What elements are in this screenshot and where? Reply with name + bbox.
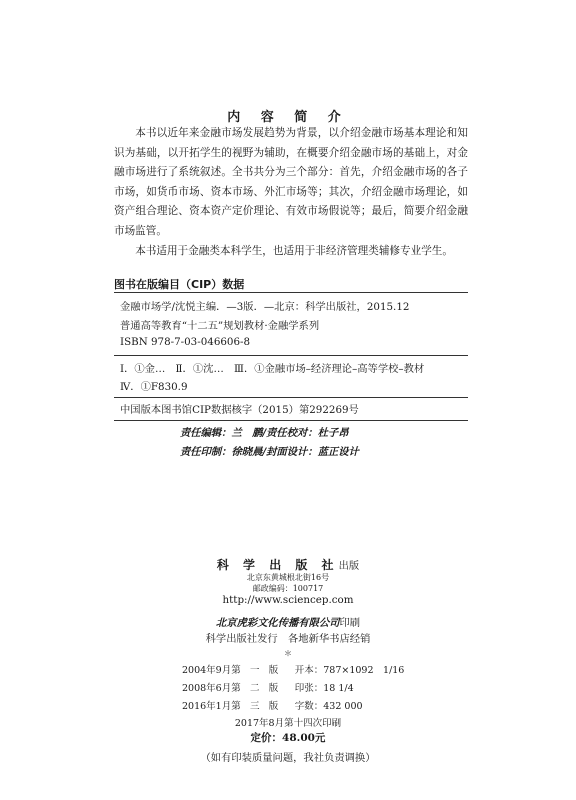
cip-isbn: ISBN 978-7-03-046606-8 [120, 336, 251, 348]
intro-title: 内 容 简 介 [227, 110, 349, 125]
cip-classification: Ⅰ．①金… Ⅱ．①沈… Ⅲ．①金融市场–经济理论–高等学校–教材 [120, 363, 425, 375]
distribution-line: 科学出版社发行 各地新华书店经销 [205, 633, 371, 645]
edition-row: 2004年9月第 一 版 开本：787×1092 1/16 [182, 665, 405, 676]
publisher-website: http://www.sciencep.com [222, 594, 354, 606]
divider-rule [114, 355, 468, 356]
intro-text [114, 124, 468, 261]
cip-heading: 图书在版编目（CIP）数据 [114, 278, 245, 291]
price: 定价：48.00元 [250, 732, 326, 744]
staff-credits: 责任印制：徐晓晨/封面设计：蓝正设计 [180, 446, 359, 458]
edition-row: 2016年1月第 三 版 字数：432 000 [182, 701, 363, 712]
staff-credits: 责任编辑：兰 鹏/责任校对：杜子昂 [180, 427, 349, 439]
divider-asterisk: ＊ [284, 649, 292, 658]
cip-classification: Ⅳ．①F830.9 [120, 381, 188, 393]
intro-paragraph: 本书以近年来金融市场发展趋势为背景，以介绍金融市场基本理论和知识为基础，以开拓学生的视野为辅助，在概要介绍金融市场的基础上，对金融市场进行了系统叙述。全书共分为三个部分：首先，介绍金融市场的各子市场，如货币市场、资本市场、外汇市场等；其次，介绍金融市场理论，如资产组合理论、资本资产定价理论、有效市场假说等；最后，简要介绍金融市场监管。 [114, 127, 468, 237]
intro-paragraph: 本书适用于金融类本科学生，也适用于非经济管理类辅修专业学生。 [135, 244, 453, 257]
publisher-title: 科 学 出 版 社 [216, 558, 339, 572]
printer-line: 北京虎彩文化传播有限公司印刷 [215, 617, 361, 629]
divider-rule [114, 420, 468, 421]
cip-record: 中国版本图书馆CIP数据核字（2015）第292269号 [120, 404, 359, 416]
publisher-name: 科 学 出 版 社出版 [216, 558, 360, 572]
quality-notice: （如有印装质量问题，我社负责调换） [200, 752, 376, 764]
divider-rule [114, 397, 468, 398]
publisher-postcode: 邮政编码：100717 [252, 584, 324, 593]
cip-line: 金融市场学/沈悦主编．—3版．—北京：科学出版社，2015.12 [120, 301, 410, 313]
publisher-address: 北京东黄城根北街16号 [246, 573, 330, 582]
reprint-info: 2017年8月第十四次印刷 [234, 718, 342, 729]
cip-line: 普通高等教育“十二五”规划教材·金融学系列 [120, 320, 320, 332]
printer-name: 北京虎彩文化传播有限公司 [215, 617, 340, 629]
edition-row: 2008年6月第 二 版 印张：18 1/4 [182, 683, 354, 694]
divider-rule [114, 292, 468, 293]
